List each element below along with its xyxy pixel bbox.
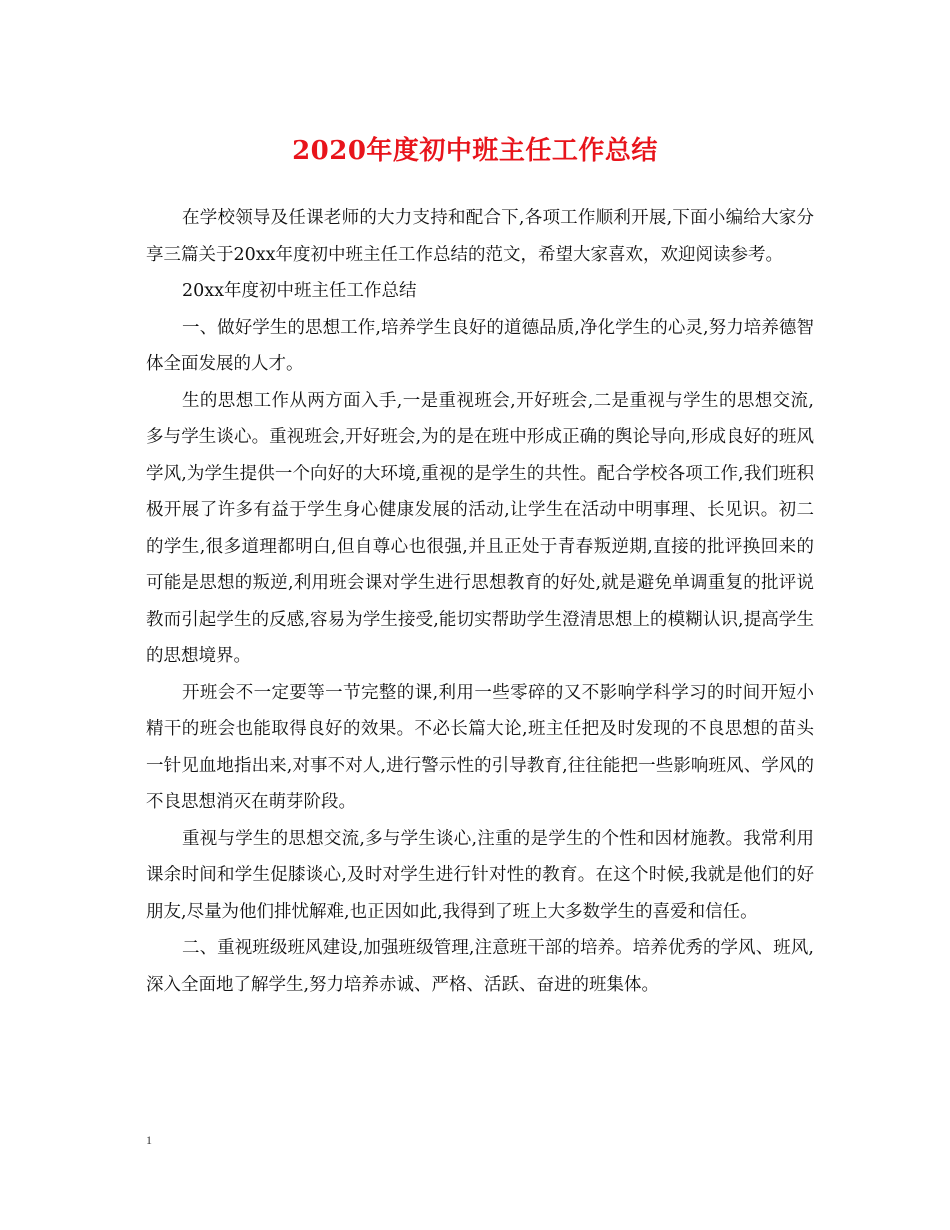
point-one-heading: 一、做好学生的思想工作,培养学生良好的道德品质,净化学生的心灵,努力培养德智体全面发展的人才。: [146, 317, 814, 374]
intro-paragraph: 在学校领导及任课老师的大力支持和配合下,各项工作顺利开展,下面小编给大家分享三篇关于20xx年度初中班主任工作总结的范文，希望大家喜欢，欢迎阅读参考。: [146, 208, 814, 265]
page-number: 1: [146, 1133, 152, 1147]
section-heading: 20xx年度初中班主任工作总结: [182, 281, 417, 301]
document-body: [146, 200, 814, 1003]
document-title: 2020年度初中班主任工作总结: [292, 136, 658, 166]
body-paragraph: 重视与学生的思想交流,多与学生谈心,注重的是学生的个性和因材施教。我常利用课余时间和学生促膝谈心,及时对学生进行针对性的教育。在这个时候,我就是他们的好朋友,尽量为他们排忧解难,也正因如此,我得到了班上大多数学生的喜爱和信任。: [146, 828, 814, 922]
point-two-heading: 二、重视班级班风建设,加强班级管理,注意班干部的培养。培养优秀的学风、班风,深入全面地了解学生,努力培养赤诚、严格、活跃、奋进的班集体。: [146, 938, 814, 995]
body-paragraph: 开班会不一定要等一节完整的课,利用一些零碎的又不影响学科学习的时间开短小精干的班会也能取得良好的效果。不必长篇大论,班主任把及时发现的不良思想的苗头一针见血地指出来,对事不对人,进行警示性的引导教育,往往能把一些影响班风、学风的不良思想消灭在萌芽阶段。: [146, 682, 814, 812]
body-paragraph: 生的思想工作从两方面入手,一是重视班会,开好班会,二是重视与学生的思想交流,多与学生谈心。重视班会,开好班会,为的是在班中形成正确的舆论导向,形成良好的班风学风,为学生提供一个向好的大环境,重视的是学生的共性。配合学校各项工作,我们班积极开展了许多有益于学生身心健康发展的活动,让学生在活动中明事理、长见识。初二的学生,很多道理都明白,但自尊心也很强,并且正处于青春叛逆期,直接的批评换回来的可能是思想的叛逆,利用班会课对学生进行思想教育的好处,就是避免单调重复的批评说教而引起学生的反感,容易为学生接受,能切实帮助学生澄清思想上的模糊认识,提高学生的思想境界。: [146, 390, 814, 666]
